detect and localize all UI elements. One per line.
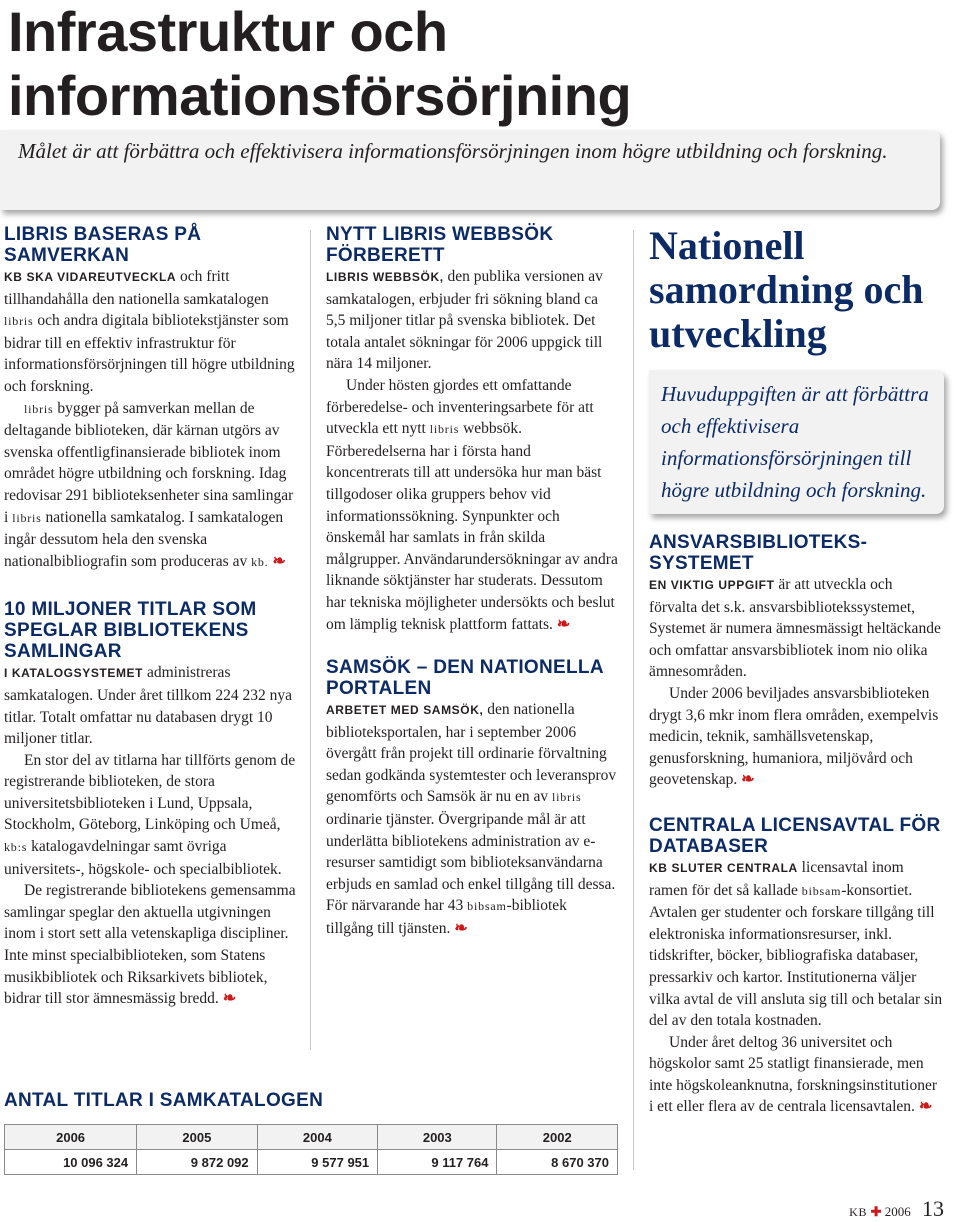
heading-ansvarsbiblioteks: ANSVARSBIBLIOTEKS-SYSTEMET (649, 532, 868, 574)
page-number: 13 (922, 1196, 944, 1221)
paragraph: ARBETET MED SAMSÖK, den nationella biblioteksportalen, har i september 2006 övergått från projekt till ordinarie förvaltning sedan godkända systemtester och leveransprov genomförts och Samsök är nu en av libris ordinarie tjänster. Övergripande mål är att underlätta bibliotekens administration av e-resurser samtidigt som biblioteksanvändarna erbjuds en samlad och enkel tillgång till dessa. För närvarande har 43 bibsam-bibliotek tillgång till tjänsten. ❧ (326, 701, 617, 938)
paragraph: Under 2006 beviljades ansvarsbiblioteken drygt 3,6 mkr inom flera områden, exempelvis medicin, teknik, samhällsvetenskap, genusforskning, humaniora, miljövård och geovetenskap. ❧ (649, 684, 939, 789)
table-header-cell: 2004 (257, 1125, 378, 1150)
paragraph: Under året deltog 36 universitet och högskolor samt 25 statligt finansierade, men inte högskoleanknutna, forskningsinstitutioner i ett eller flera av de centrala licensavtalen. ❧ (649, 1033, 938, 1116)
page-title-line1: Infrastruktur och (8, 0, 448, 63)
column-divider (310, 230, 311, 1050)
table-cell: 9 577 951 (257, 1150, 378, 1175)
paragraph: LIBRIS WEBBSÖK, den publika versionen av samkatalogen, erbjuder fri sökning bland ca 5,5 miljoner titlar på svenska bibliotek. Det totala antalet sökningar för 2006 uppgick till nära 14 miljoner. (326, 268, 603, 373)
table-header-cell: 2003 (378, 1125, 497, 1150)
heading-centrala-licensavtal: CENTRALA LICENSAVTAL FÖR DATABASER (649, 814, 941, 857)
side-title: Nationell samordning och utveckling (649, 223, 924, 356)
cross-icon: ✚ (870, 1204, 882, 1219)
column-2 (326, 224, 618, 940)
column-1 (4, 224, 296, 1010)
table-cell: 10 096 324 (5, 1150, 137, 1175)
table-header-cell: 2005 (137, 1125, 258, 1150)
footer-kb: KB (849, 1205, 868, 1219)
heading-samsok: SAMSÖK – DEN NATIONELLA PORTALEN (326, 657, 604, 700)
paragraph: libris bygger på samverkan mellan de deltagande biblioteken, där kärnan utgörs av svenska offentligfinansierade bibliotek inom området högre utbildning och forskning. Idag redovisar 291 biblioteksenheter sina samlingar i libris nationella samkatalog. I samkatalogen ingår dessutom hela den svenska nationalbibliografin som produceras av kb. ❧ (4, 399, 294, 570)
paragraph: EN VIKTIG UPPGIFT är att utveckla och förvalta det s.k. ansvarsbibliotekssystemet, Systemet är numera ämnesmässigt heltäckande och omfattar ansvarsbibliotek inom nio olika ämnesområden. (649, 576, 941, 681)
table-cell: 9 872 092 (137, 1150, 258, 1175)
page-title-line2: informationsförsörjning (8, 64, 632, 127)
table-cell: 8 670 370 (497, 1150, 618, 1175)
end-mark-icon: ❧ (272, 552, 286, 570)
table-header-cell: 2002 (497, 1125, 618, 1150)
paragraph: En stor del av titlarna har tillförts genom de registrerande biblioteken, de stora universitetsbiblioteken i Lund, Uppsala, Stockholm, Göteborg, Linköping och Umeå, kb:s katalogavdelningar samt övriga universitets-, högskole- och specialbibliotek. (4, 751, 296, 878)
paragraph: Under hösten gjordes ett omfattande förberedelse- och inventeringsarbete för att utveckla ett nytt libris webbsök. Förberedelserna har i första hand koncentrerats till att undersöka hur man bäst tillgodoser olika gruppers behov vid informationssökning. Synpunkter och önskemål har samlats in från skilda målgrupper. Användarundersökningar av andra liknande söktjänster har studerats. Dessutom har tekniska möjligheter undersökts och beslut om lämplig teknisk plattform fattats. ❧ (326, 376, 618, 633)
paragraph: KB SLUTER CENTRALA licensavtal inom ramen för det så kallade bibsam-konsortiet. Avtalen ger studenter och forskare tillgång till elektroniska informationsresurser, inkl. tidskrifter, böcker, bibliografiska databaser, pressarkiv och kartor. Institutionerna väljer vilka avtal de vill ansluta sig till och betalar sin del av den totala kostnaden. (649, 858, 943, 1030)
heading-10-miljoner: 10 MILJONER TITLAR SOM SPEGLAR BIBLIOTEKENS SAMLINGAR (4, 599, 257, 663)
column-3 (649, 224, 944, 1118)
table-cell: 9 117 764 (378, 1150, 497, 1175)
page-footer (849, 1196, 944, 1222)
lead-text: Målet är att förbättra och effektivisera informationsförsörjningen inom högre utbildning och forskning. (18, 139, 888, 163)
end-mark-icon: ❧ (454, 920, 468, 938)
paragraph: KB SKA VIDAREUTVECKLA och fritt tillhandahålla den nationella samkatalogen libris och andra digitala bibliotekstjänster som bidrar till en effektiv infrastruktur för informationsförsörjningen till högre utbildning och forskning. (4, 268, 295, 395)
table-title: ANTAL TITLAR I SAMKATALOGEN (4, 1090, 324, 1111)
paragraph: I KATALOGSYSTEMET administreras samkatalogen. Under året tillkom 224 232 nya titlar. Totalt omfattar nu databasen drygt 10 miljoner titlar. (4, 664, 292, 748)
footer-year: 2006 (884, 1204, 911, 1219)
table-row (5, 1150, 618, 1175)
column-divider (633, 230, 634, 1170)
end-mark-icon: ❧ (222, 990, 237, 1008)
page-title (8, 0, 631, 128)
paragraph: De registrerande bibliotekens gemensamma samlingar speglar den aktuella utgivningen inom i stort sett alla vetenskapliga discipliner. Inte minst specialbiblioteken, som Statens musikbibliotek och Riksarkivets bibliotek, bidrar till stor ämnesmässig bredd. ❧ (4, 882, 296, 1008)
heading-nytt-libris: NYTT LIBRIS WEBBSÖK FÖRBERETT (326, 224, 554, 266)
side-highlight-text: Huvuduppgiften är att förbättra och effektivisera informationsförsörjningen till högre utbildning och forskning. (661, 382, 929, 502)
end-mark-icon: ❧ (556, 615, 571, 633)
titles-table (4, 1124, 618, 1175)
heading-libris-samverkan: LIBRIS BASERAS PÅ SAMVERKAN (4, 224, 202, 266)
table-header-cell: 2006 (5, 1125, 137, 1150)
side-highlight-box (649, 370, 944, 514)
end-mark-icon: ❧ (741, 771, 755, 789)
table-header-row (5, 1125, 618, 1150)
end-mark-icon: ❧ (918, 1098, 933, 1116)
